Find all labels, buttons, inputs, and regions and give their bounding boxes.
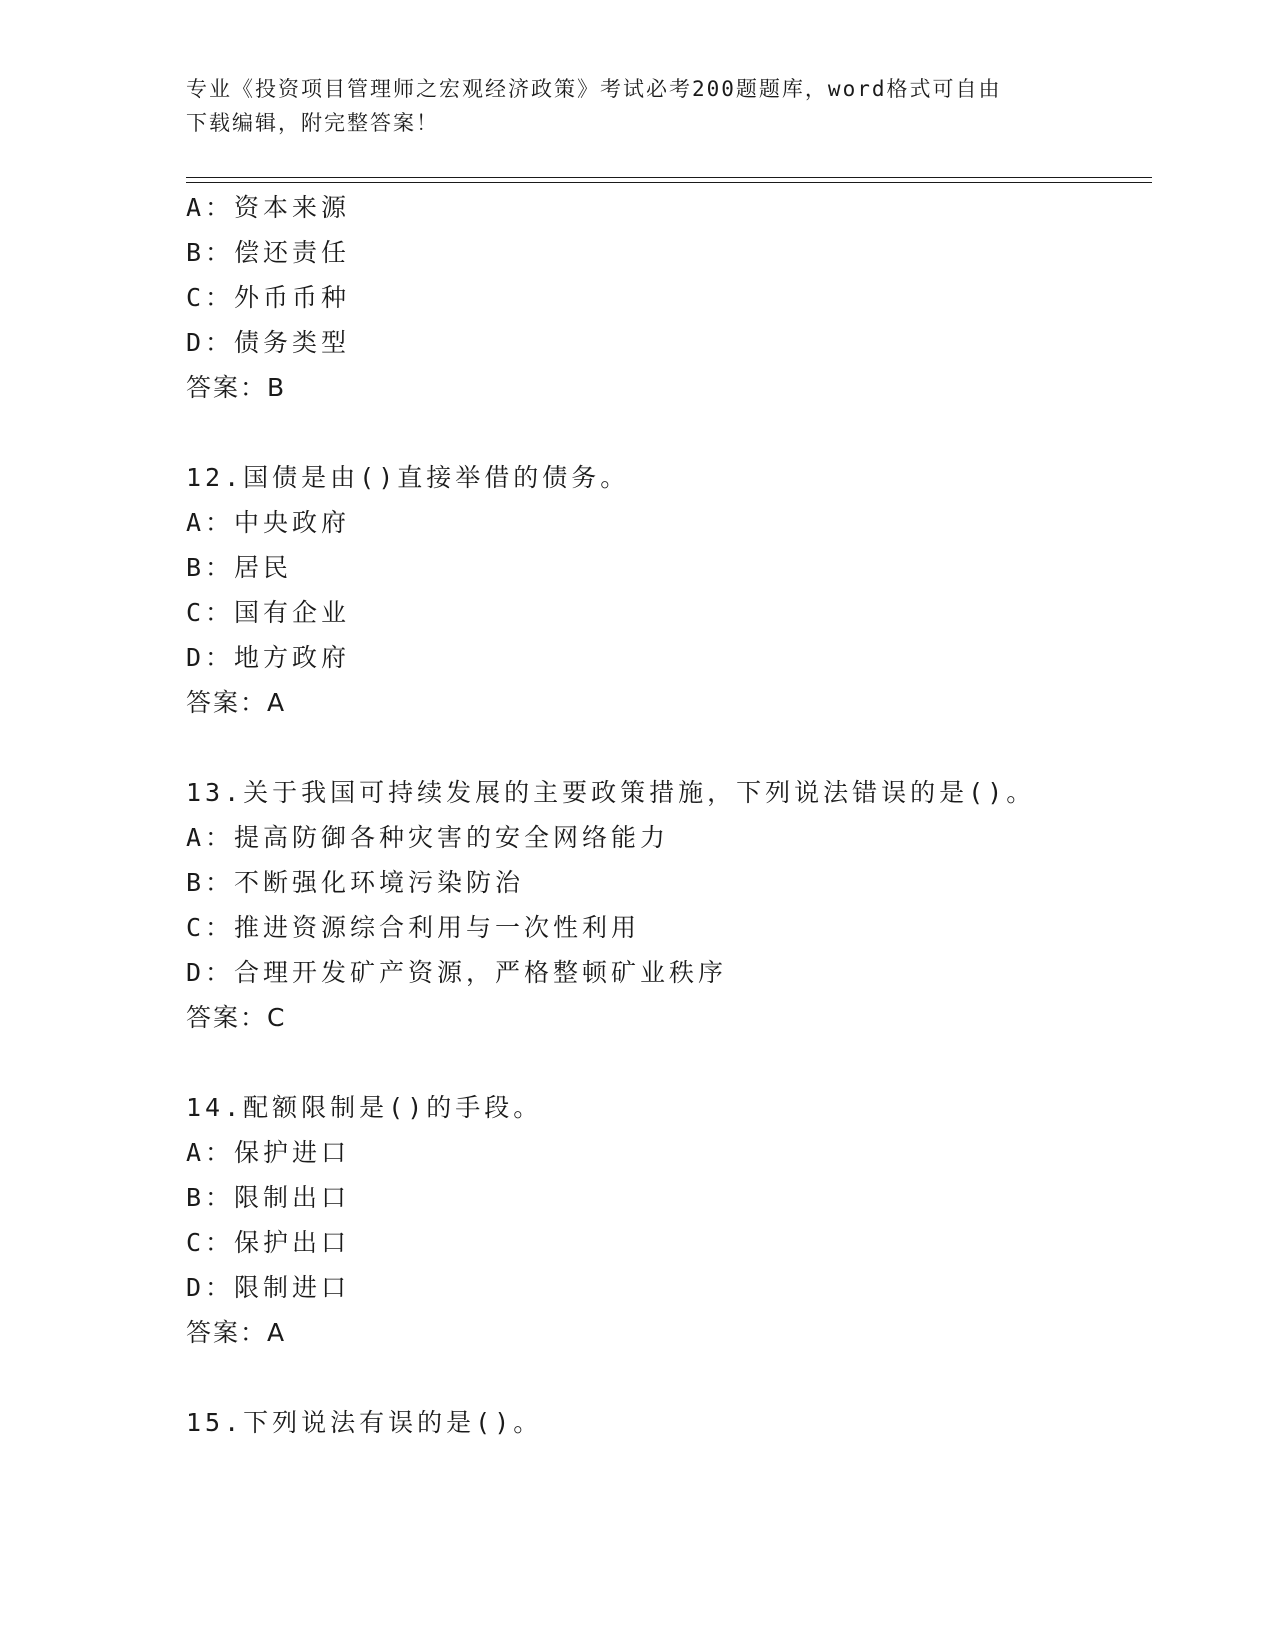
q14-option-b: B：限制出口 xyxy=(186,1183,351,1212)
q13-option-d: D：合理开发矿产资源，严格整顿矿业秩序 xyxy=(186,958,728,987)
q11-option-c: C：外币币种 xyxy=(186,283,351,312)
q12-stem: 12.国债是由()直接举借的债务。 xyxy=(186,463,630,492)
q12-option-a: A：中央政府 xyxy=(186,508,351,537)
q14-option-a: A：保护进口 xyxy=(186,1138,351,1167)
q13-stem: 13.关于我国可持续发展的主要政策措施，下列说法错误的是()。 xyxy=(186,778,1036,807)
header-line-2: 下载编辑，附完整答案！ xyxy=(186,111,439,135)
q13-option-a: A：提高防御各种灾害的安全网络能力 xyxy=(186,823,670,852)
q14-option-c: C：保护出口 xyxy=(186,1228,351,1257)
q13-answer: 答案：C xyxy=(186,1003,287,1032)
header-line-1: 专业《投资项目管理师之宏观经济政策》考试必考200题题库，word格式可自由 xyxy=(186,77,1002,101)
q14-option-d: D：限制进口 xyxy=(186,1273,351,1302)
q14-answer: 答案：A xyxy=(186,1318,287,1347)
header-divider-top xyxy=(186,177,1152,178)
q11-option-a: A：资本来源 xyxy=(186,193,351,222)
q12-option-d: D：地方政府 xyxy=(186,643,351,672)
q12-answer: 答案：A xyxy=(186,688,287,717)
q13-option-b: B：不断强化环境污染防治 xyxy=(186,868,525,897)
q14-stem: 14.配额限制是()的手段。 xyxy=(186,1093,543,1122)
q15-stem: 15.下列说法有误的是()。 xyxy=(186,1408,543,1437)
q13-option-c: C：推进资源综合利用与一次性利用 xyxy=(186,913,641,942)
header-divider-bottom xyxy=(186,182,1152,183)
q12-option-c: C：国有企业 xyxy=(186,598,351,627)
document-header xyxy=(186,72,1086,140)
q12-option-b: B：居民 xyxy=(186,553,293,582)
q11-option-d: D：债务类型 xyxy=(186,328,351,357)
q11-answer: 答案：B xyxy=(186,373,287,402)
q11-option-b: B：偿还责任 xyxy=(186,238,351,267)
